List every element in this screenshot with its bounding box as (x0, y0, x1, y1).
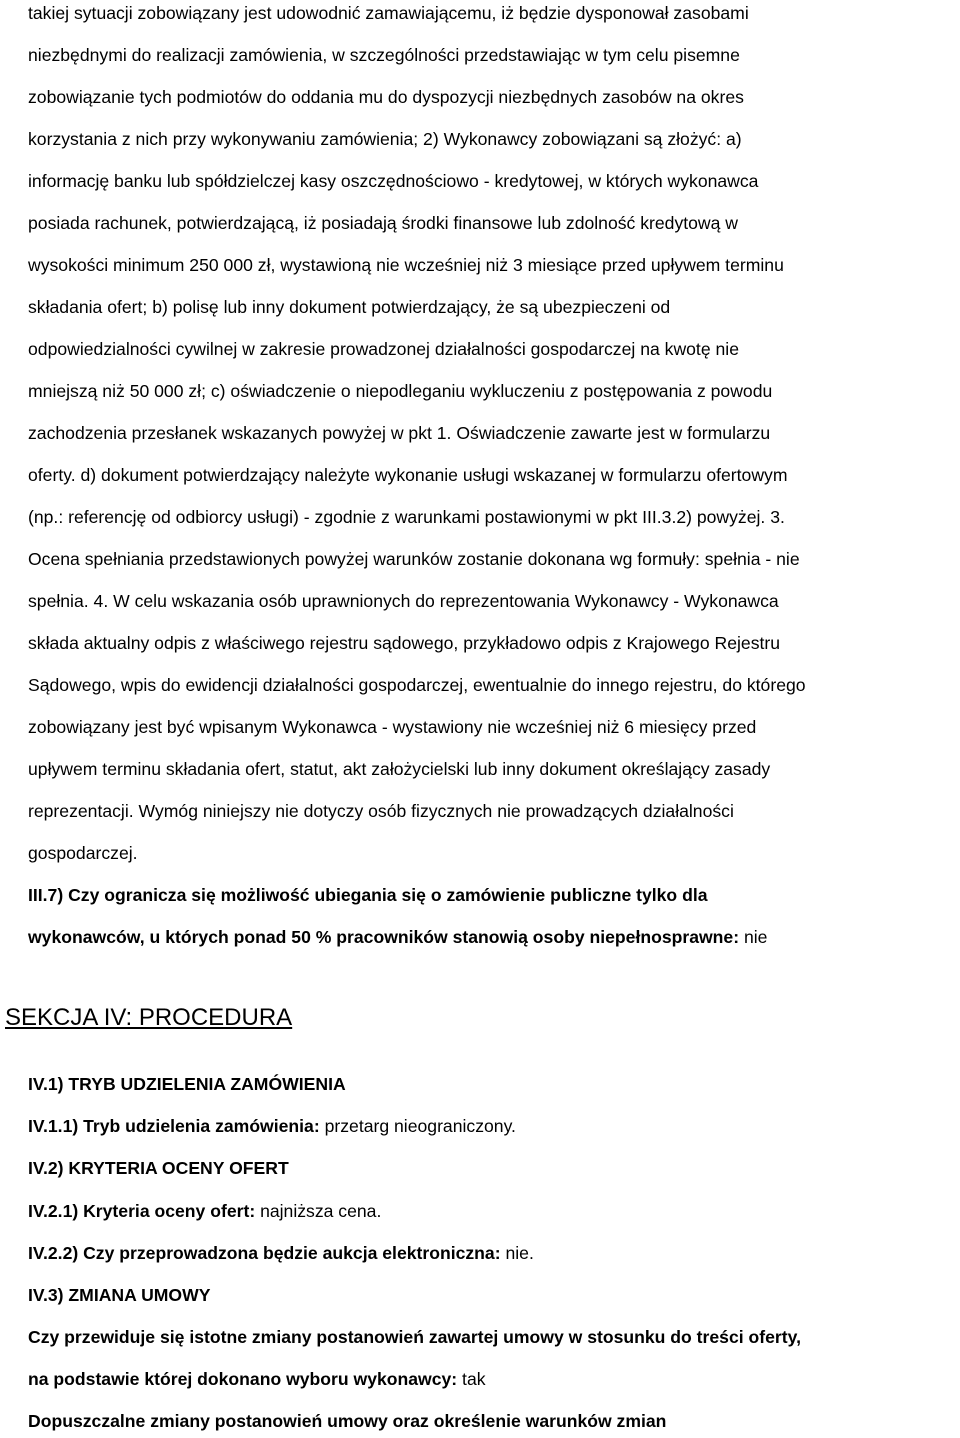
body-line: posiada rachunek, potwierdzającą, iż posiadają środki finansowe lub zdolność kredytową w (28, 213, 739, 233)
iv1-heading: IV.1) TRYB UDZIELENIA ZAMÓWIENIA (28, 1074, 346, 1094)
body-line: oferty. d) dokument potwierdzający należyte wykonanie usługi wskazanej w formularzu ofertowym (28, 465, 788, 485)
body-line: korzystania z nich przy wykonywaniu zamówienia; 2) Wykonawcy zobowiązani są złożyć: a) (28, 129, 742, 149)
body-line: Ocena spełniania przedstawionych powyżej warunków zostanie dokonana wg formuły: spełnia - nie (28, 549, 800, 569)
iv11-value: przetarg nieograniczony. (319, 1116, 516, 1136)
body-line: składania ofert; b) polisę lub inny dokument potwierdzający, że są ubezpieczeni od (28, 297, 671, 317)
body-line: informację banku lub spółdzielczej kasy oszczędnościowo - kredytowej, w których wykonawca (28, 171, 759, 191)
body-line: gospodarczej. (28, 843, 138, 863)
iv3-heading: IV.3) ZMIANA UMOWY (28, 1285, 211, 1305)
iii7-answer: nie (739, 927, 768, 947)
body-line: upływem terminu składania ofert, statut, akt założycielski lub inny dokument określający zasady (28, 759, 771, 779)
iv3-question-line2 (28, 1368, 486, 1390)
body-line: (np.: referencję od odbiorcy usługi) - zgodnie z warunkami postawionymi w pkt III.3.2) powyżej. 3. (28, 507, 785, 527)
iv3-allowed-changes-heading: Dopuszczalne zmiany postanowień umowy oraz określenie warunków zmian (28, 1411, 667, 1431)
body-line: takiej sytuacji zobowiązany jest udowodnić zamawiającemu, iż będzie dysponował zasobami (28, 3, 749, 23)
section-heading: SEKCJA IV: PROCEDURA (5, 1004, 293, 1031)
body-line: zachodzenia przesłanek wskazanych powyżej w pkt 1. Oświadczenie zawarte jest w formularzu (28, 423, 771, 443)
iii7-question-label: wykonawców, u których ponad 50 % pracowników stanowią osoby niepełnosprawne: (28, 927, 740, 947)
body-line: wysokości minimum 250 000 zł, wystawioną nie wcześniej niż 3 miesiące przed upływem terminu (28, 255, 784, 275)
iv21-line (28, 1200, 381, 1222)
body-line: niezbędnymi do realizacji zamówienia, w szczególności przedstawiając w tym celu pisemne (28, 45, 740, 65)
iv3-question-line1: Czy przewiduje się istotne zmiany postanowień zawartej umowy w stosunku do treści oferty, (28, 1327, 801, 1347)
iv3-answer: tak (457, 1369, 486, 1389)
iv3-question-label: na podstawie której dokonano wyboru wykonawcy: (28, 1369, 458, 1389)
body-line: spełnia. 4. W celu wskazania osób uprawnionych do reprezentowania Wykonawcy - Wykonawca (28, 591, 779, 611)
iv21-value: najniższa cena. (255, 1201, 382, 1221)
body-line: zobowiązanie tych podmiotów do oddania mu do dyspozycji niezbędnych zasobów na okres (28, 87, 744, 107)
body-line: składa aktualny odpis z właściwego rejestru sądowego, przykładowo odpis z Krajowego Rejestru (28, 633, 781, 653)
iv22-line (28, 1242, 534, 1264)
iv11-label: IV.1.1) Tryb udzielenia zamówienia: (28, 1116, 320, 1136)
iv22-value: nie. (500, 1243, 534, 1263)
iii7-question-line1: III.7) Czy ogranicza się możliwość ubiegania się o zamówienie publiczne tylko dla (28, 885, 708, 905)
iv2-heading: IV.2) KRYTERIA OCENY OFERT (28, 1158, 289, 1178)
iv21-label: IV.2.1) Kryteria oceny ofert: (28, 1201, 256, 1221)
iv11-line (28, 1115, 516, 1137)
body-line: mniejszą niż 50 000 zł; c) oświadczenie o niepodleganiu wykluczeniu z postępowania z powodu (28, 381, 773, 401)
iv22-label: IV.2.2) Czy przeprowadzona będzie aukcja elektroniczna: (28, 1243, 501, 1263)
body-line: reprezentacji. Wymóg niniejszy nie dotyczy osób fizycznych nie prowadzących działalności (28, 801, 734, 821)
body-line: odpowiedzialności cywilnej w zakresie prowadzonej działalności gospodarczej na kwotę nie (28, 339, 739, 359)
iii7-question-line2 (28, 926, 767, 948)
body-line: Sądowego, wpis do ewidencji działalności gospodarczej, ewentualnie do innego rejestru, do którego (28, 675, 806, 695)
body-line: zobowiązany jest być wpisanym Wykonawca - wystawiony nie wcześniej niż 6 miesięcy przed (28, 717, 757, 737)
